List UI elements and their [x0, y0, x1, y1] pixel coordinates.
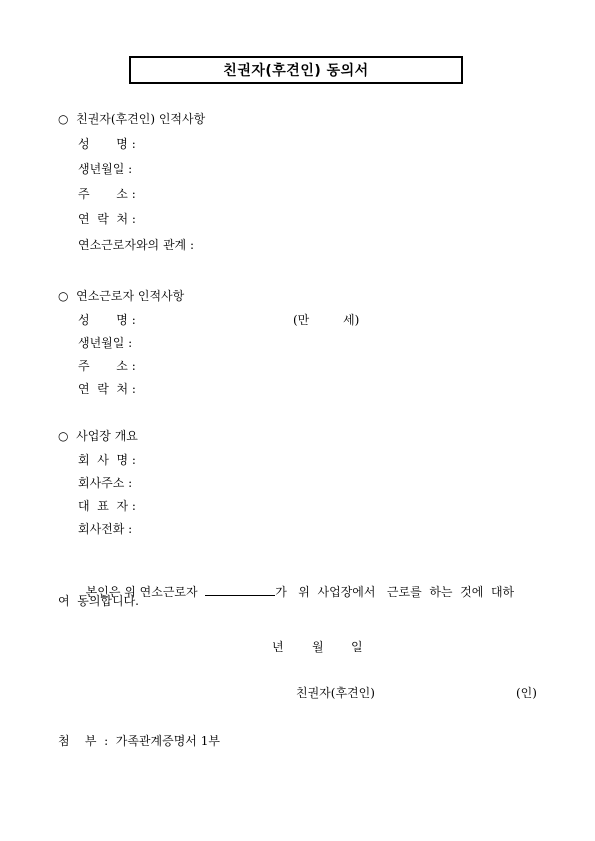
- consent-line-1: [78, 570, 514, 599]
- minor-address-label: 주 소 :: [78, 359, 136, 373]
- date-month: 월: [312, 640, 324, 654]
- minor-age-open: (만: [293, 313, 310, 327]
- document-title-box: [129, 56, 463, 84]
- guardian-birth-label: 생년월일 :: [78, 162, 133, 176]
- minor-birth-label: 생년월일 :: [78, 336, 133, 350]
- minor-section-heading: ○ 연소근로자 인적사항: [58, 289, 185, 303]
- company-name-label: 회 사 명 :: [78, 453, 136, 467]
- guardian-address-label: 주 소 :: [78, 187, 136, 201]
- minor-name-label: 성 명 :: [78, 313, 136, 327]
- minor-age-close: 세): [343, 313, 360, 327]
- consent-text-b: 가 위 사업장에서 근로를 하는 것에 대하: [275, 585, 515, 599]
- guardian-name-label: 성 명 :: [78, 137, 136, 151]
- minor-contact-label: 연 락 처 :: [78, 382, 136, 396]
- attachment-note: 첨 부 : 가족관계증명서 1부: [58, 734, 220, 748]
- consent-text-a: 본인은 위 연소근로자: [85, 585, 198, 599]
- date-day: 일: [351, 640, 363, 654]
- document-title: 친권자(후견인) 동의서: [223, 63, 369, 79]
- guardian-contact-label: 연 락 처 :: [78, 212, 136, 226]
- company-address-label: 회사주소 :: [78, 476, 133, 490]
- seal-mark: (인): [516, 686, 537, 700]
- company-phone-label: 회사전화 :: [78, 522, 133, 536]
- representative-label: 대 표 자 :: [78, 499, 136, 513]
- date-year: 년: [272, 640, 284, 654]
- consent-line-2: 여 동의합니다.: [58, 594, 139, 608]
- minor-name-blank: [205, 584, 275, 596]
- guardian-section-heading: ○ 친권자(후견인) 인적사항: [58, 112, 206, 126]
- guardian-relation-label: 연소근로자와의 관계 :: [78, 238, 195, 252]
- signature-label: 친권자(후견인): [296, 686, 375, 700]
- workplace-section-heading: ○ 사업장 개요: [58, 429, 138, 443]
